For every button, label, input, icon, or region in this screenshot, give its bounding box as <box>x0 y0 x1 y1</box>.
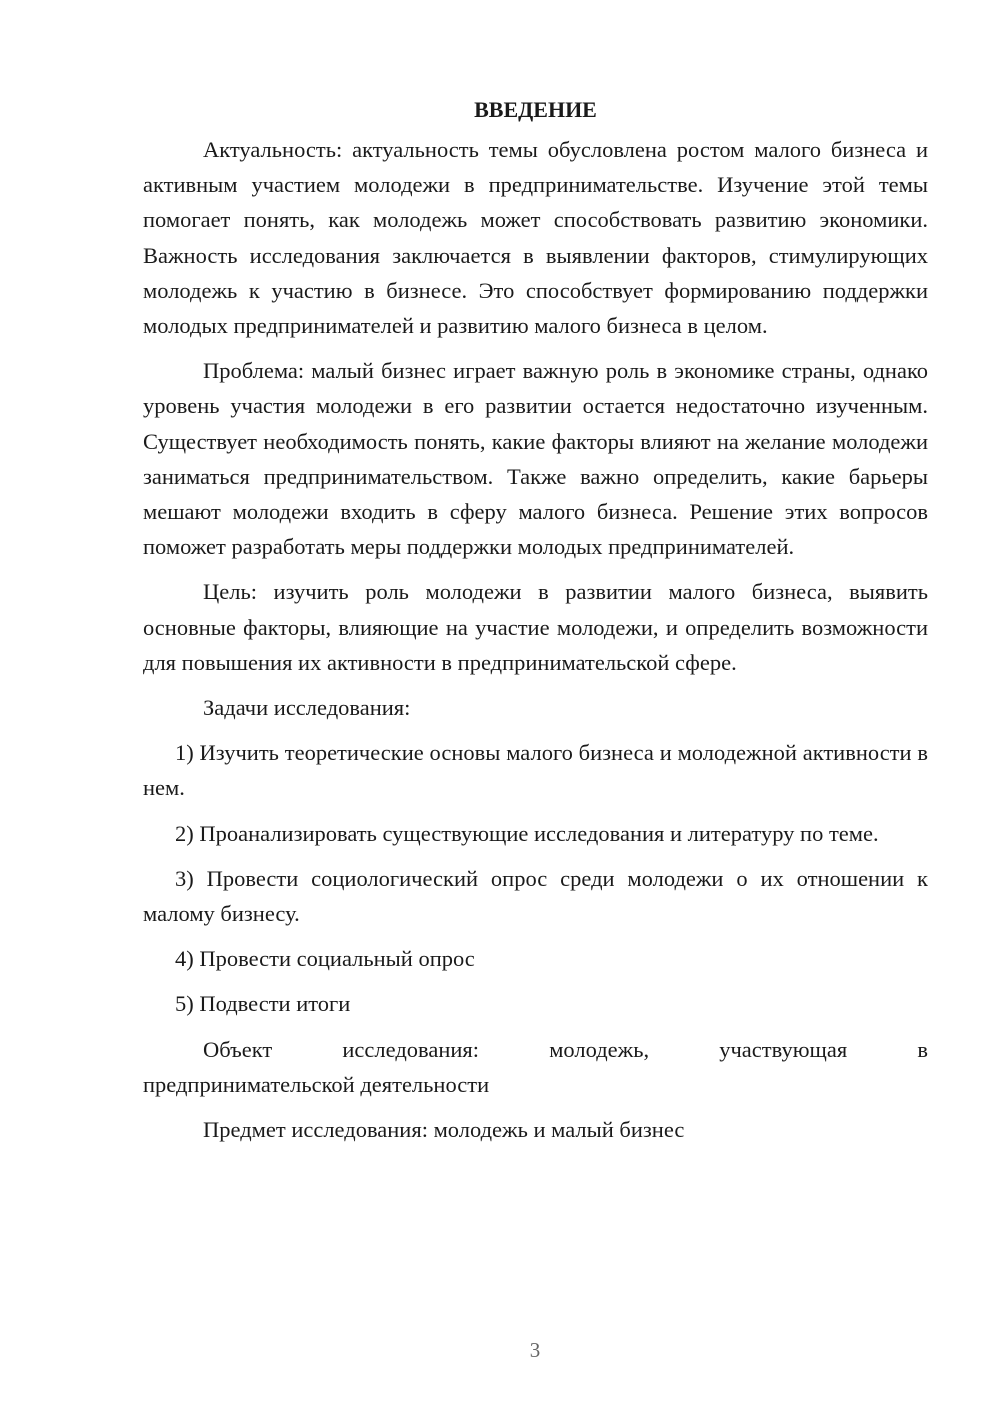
task-item-5: 5) Подвести итоги <box>175 991 351 1017</box>
object-word: Объект <box>203 1036 273 1062</box>
object-first-line <box>143 1032 928 1067</box>
object-second-line: предпринимательской деятельности <box>143 1071 490 1097</box>
object-word: участвующая <box>719 1036 848 1062</box>
goal-paragraph: Цель: изучить роль молодежи в развитии малого бизнеса, выявить основные факторы, влияющие на участие молодежи, и определить возможности для повышения их активности в предпринимательской сфере. <box>143 579 928 675</box>
object-paragraph <box>143 1032 928 1102</box>
subject-paragraph: Предмет исследования: молодежь и малый бизнес <box>203 1117 685 1143</box>
tasks-heading: Задачи исследования: <box>203 695 411 721</box>
page-title: ВВЕДЕНИЕ <box>474 97 597 122</box>
relevance-paragraph: Актуальность: актуальность темы обусловлена ростом малого бизнеса и активным участием молодежи в предпринимательстве. Изучение этой темы помогает понять, как молодежь может способствовать развитию экономики. Важность исследования заключается в выявлении факторов, стимулирующих молодежь к участию в бизнесе. Это способствует формированию поддержки молодых предпринимателей и развитию малого бизнеса в целом. <box>143 137 928 339</box>
task-item-3: 3) Провести социологический опрос среди молодежи о их отношении к малому бизнесу. <box>143 865 928 927</box>
document-body <box>143 92 928 1157</box>
object-word: исследования: <box>342 1036 480 1062</box>
problem-paragraph: Проблема: малый бизнес играет важную роль в экономике страны, однако уровень участия молодежи в его развитии остается недостаточно изученным. Существует необходимость понять, какие факторы влияют на желание молодежи заниматься предпринимательством. Также важно определить, какие барьеры мешают молодежи входить в сферу малого бизнеса. Решение этих вопросов поможет разработать меры поддержки молодых предпринимателей. <box>143 358 928 560</box>
object-word: в <box>917 1036 928 1062</box>
object-word: молодежь, <box>549 1036 650 1062</box>
task-item-2: 2) Проанализировать существующие исследования и литературу по теме. <box>175 820 879 846</box>
task-item-1: 1) Изучить теоретические основы малого бизнеса и молодежной активности в нем. <box>143 740 928 801</box>
page-number: 3 <box>529 1338 541 1362</box>
task-item-4: 4) Провести социальный опрос <box>175 946 475 972</box>
